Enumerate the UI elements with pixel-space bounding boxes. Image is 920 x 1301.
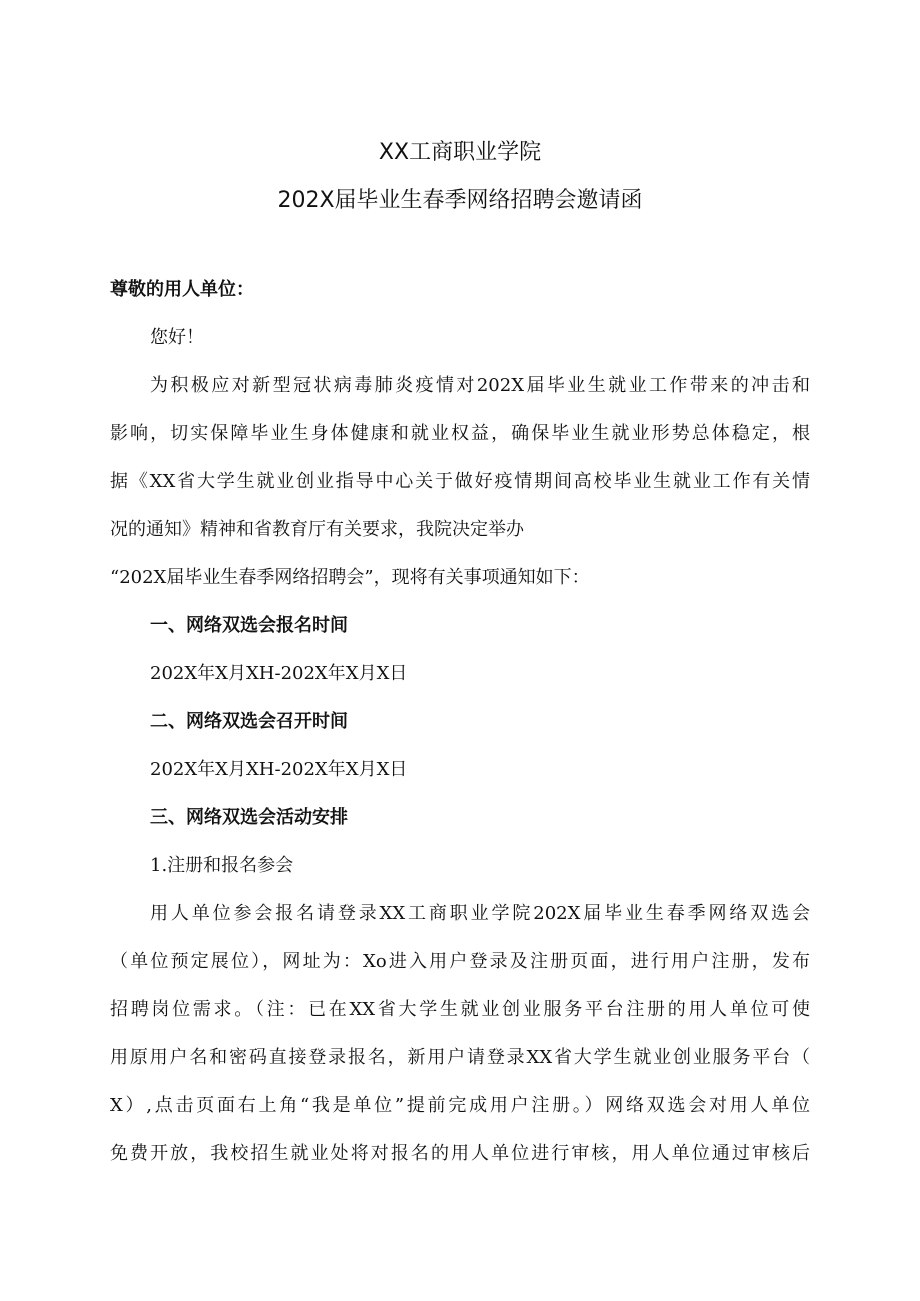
intro-paragraph-line: 影响，切实保障毕业生身体健康和就业权益，确保毕业生就业形势总体稳定，根 — [110, 423, 810, 444]
registration-paragraph-line: 用原用户名和密码直接登录报名，新用户请登录XX省大学生就业创业服务平台（ — [110, 1047, 810, 1068]
registration-paragraph-line: X）,点击页面右上角“我是单位”提前完成用户注册。）网络双选会对用人单位 — [110, 1095, 810, 1116]
salutation: 尊敬的用人单位： — [110, 279, 254, 300]
registration-paragraph-line: （单位预定展位），网址为：Xo进入用户登录及注册页面，进行用户注册，发布 — [110, 951, 810, 972]
intro-paragraph-line: 为积极应对新型冠状病毒肺炎疫情对202X届毕业生就业工作带来的冲击和 — [150, 375, 810, 396]
document-title-event: 202X届毕业生春季网络招聘会邀请函 — [277, 188, 643, 213]
registration-time-text: 202X年X月XH-202X年X月X日 — [150, 663, 408, 684]
subsection-heading-registration: 1.注册和报名参会 — [150, 855, 294, 876]
intro-paragraph-line: 况的通知》精神和省教育厅有关要求，我院决定举办 — [110, 519, 524, 540]
section-heading-registration-time: 一、网络双选会报名时间 — [150, 615, 348, 636]
greeting: 您好！ — [150, 327, 204, 348]
intro-paragraph-line: 据《XX省大学生就业创业指导中心关于做好疫情期间高校毕业生就业工作有关情 — [110, 471, 810, 492]
section-heading-event-time: 二、网络双选会召开时间 — [150, 711, 348, 732]
registration-paragraph-line: 招聘岗位需求。（注：已在XX省大学生就业创业服务平台注册的用人单位可使 — [110, 999, 810, 1020]
registration-paragraph-line: 免费开放，我校招生就业处将对报名的用人单位进行审核，用人单位通过审核后 — [110, 1143, 810, 1164]
event-time-text: 202X年X月XH-202X年X月X日 — [150, 759, 408, 780]
section-heading-activities: 三、网络双选会活动安排 — [150, 807, 348, 828]
document-title-school: XX工商职业学院 — [378, 140, 542, 165]
registration-paragraph-line: 用人单位参会报名请登录XX工商职业学院202X届毕业生春季网络双选会 — [150, 903, 810, 924]
intro-paragraph-line: “202X届毕业生春季网络招聘会”，现将有关事项通知如下： — [110, 567, 590, 588]
